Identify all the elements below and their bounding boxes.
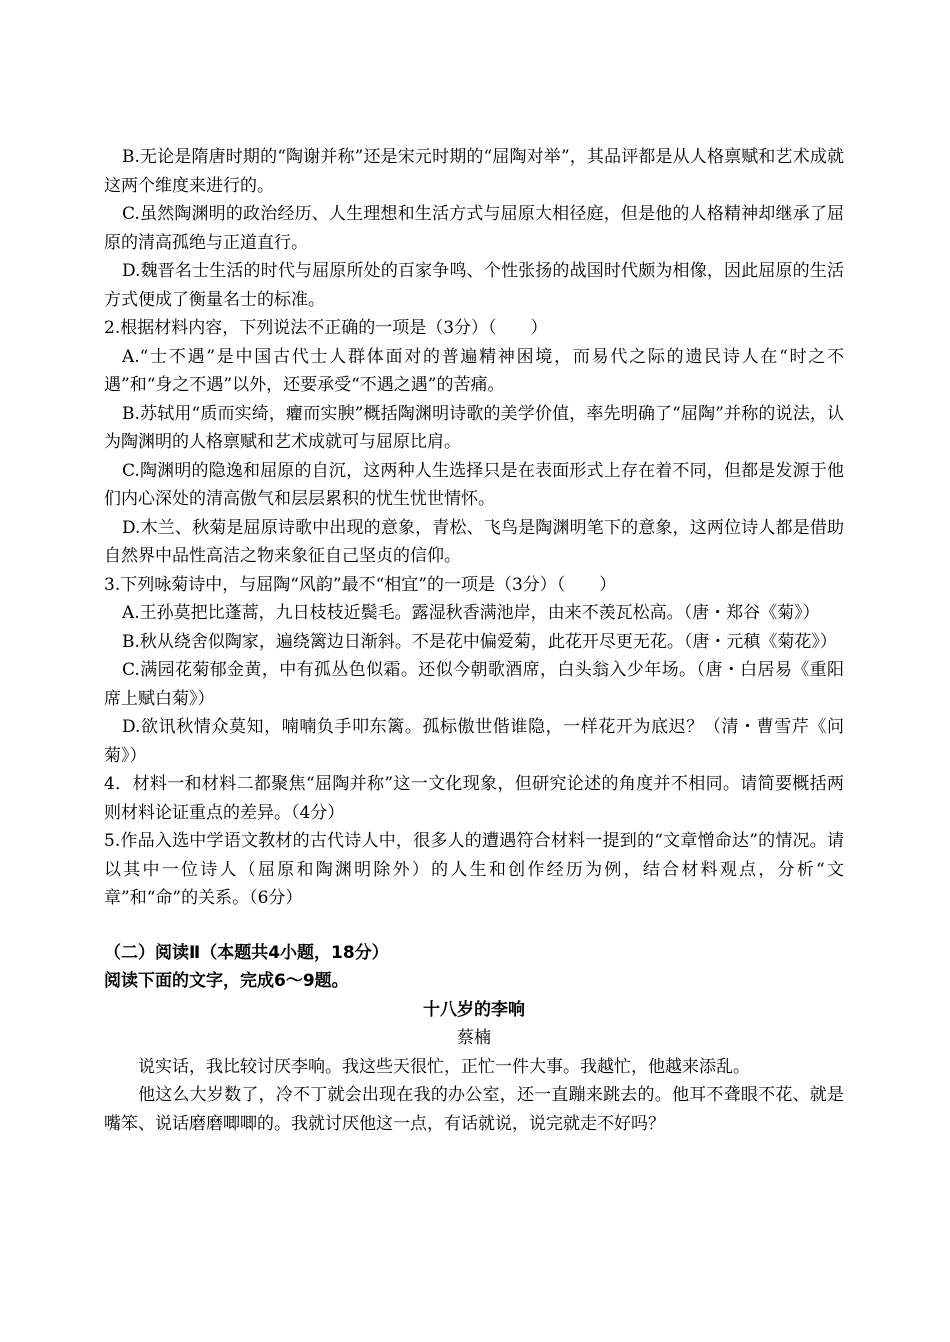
q2-option-b: B.苏轼用“质而实绮，癯而实腴”概括陶渊明诗歌的美学价值，率先明确了“屈陶”并称的说法，认为陶渊明的人格禀赋和艺术成就可与屈原比肩。 <box>104 403 844 452</box>
q3-option-d: D.欲讯秋情众莫知，喃喃负手叩东篱。孤标傲世偕谁隐，一样花开为底迟？（清・曹雪芹《问菊》） <box>104 717 844 766</box>
q2-stem: 2.根据材料内容，下列说法不正确的一项是（3分）（ ） <box>104 318 548 338</box>
section-gap <box>104 913 844 939</box>
story-paragraph: 说实话，我比较讨厌李响。我这些天很忙，正忙一件大事。我越忙，他越来添乱。 <box>138 1056 750 1077</box>
q4-text: 4．材料一和材料二都聚焦“屈陶并称”这一文化现象，但研究论述的角度并不相同。请简要概括两则材料论证重点的差异。（4分） <box>104 774 844 823</box>
q3-option-a: A.王孙莫把比蓬蒿，九日枝枝近鬓毛。露湿秋香满池岸，由来不羡瓦松高。（唐・郑谷《菊》） <box>122 603 820 623</box>
q2-option-d: D.木兰、秋菊是屈原诗歌中出现的意象，青松、飞鸟是陶渊明笔下的意象，这两位诗人都是借助自然界中品性高洁之物来象征自己坚贞的信仰。 <box>104 517 844 566</box>
section2-instruction: 阅读下面的文字，完成6～9题。 <box>104 971 349 991</box>
q5-text: 5.作品入选中学语文教材的古代诗人中，很多人的遭遇符合材料一提到的“文章憎命达”的情况。请以其中一位诗人（屈原和陶渊明除外）的人生和创作经历为例，结合材料观点，分析“文章”和“命”的关系。（6分） <box>104 831 844 908</box>
q1-option-c: C.虽然陶渊明的政治经历、人生理想和生活方式与屈原大相径庭，但是他的人格精神却继承了屈原的清高孤绝与正道直行。 <box>104 204 844 253</box>
q3-option-b: B.秋从绕舍似陶家，遍绕篱边日渐斜。不是花中偏爱菊，此花开尽更无花。（唐・元稹《菊花》） <box>122 631 837 652</box>
story-title: 十八岁的李响 <box>423 999 525 1020</box>
section2-heading: （二）阅读Ⅱ（本题共4小题，18分） <box>104 942 389 963</box>
story-paragraph: 他这么大岁数了，冷不丁就会出现在我的办公室，还一直蹦来跳去的。他耳不聋眼不花、就是嘴笨、说话磨磨唧唧的。我就讨厌他这一点，有话就说，说完就走不好吗？ <box>104 1085 844 1134</box>
story-author: 蔡楠 <box>457 1028 491 1048</box>
page-content <box>104 143 844 1138</box>
q3-option-c: C.满园花菊郁金黄，中有孤丛色似霜。还似今朝歌酒席，白头翁入少年场。（唐・白居易《重阳席上赋白菊》） <box>104 660 844 709</box>
q1-option-b: B.无论是隋唐时期的“陶谢并称”还是宋元时期的“屈陶对举”，其品评都是从人格禀赋和艺术成就这两个维度来进行的。 <box>104 147 844 196</box>
q1-option-d: D.魏晋名士生活的时代与屈原所处的百家争鸣、个性张扬的战国时代颇为相像，因此屈原的生活方式便成了衡量名士的标准。 <box>104 261 844 310</box>
q2-option-c: C.陶渊明的隐逸和屈原的自沉，这两种人生选择只是在表面形式上存在着不同，但都是发源于他们内心深处的清高傲气和层层累积的忧生忧世情怀。 <box>104 460 844 509</box>
q3-stem: 3.下列咏菊诗中，与屈陶“风韵”最不“相宜”的一项是（3分）（ ） <box>104 574 617 595</box>
q2-option-a: A.“士不遇”是中国古代士人群体面对的普遍精神困境，而易代之际的遗民诗人在“时之不遇”和“身之不遇”以外，还要承受“不遇之遇”的苦痛。 <box>104 346 844 395</box>
